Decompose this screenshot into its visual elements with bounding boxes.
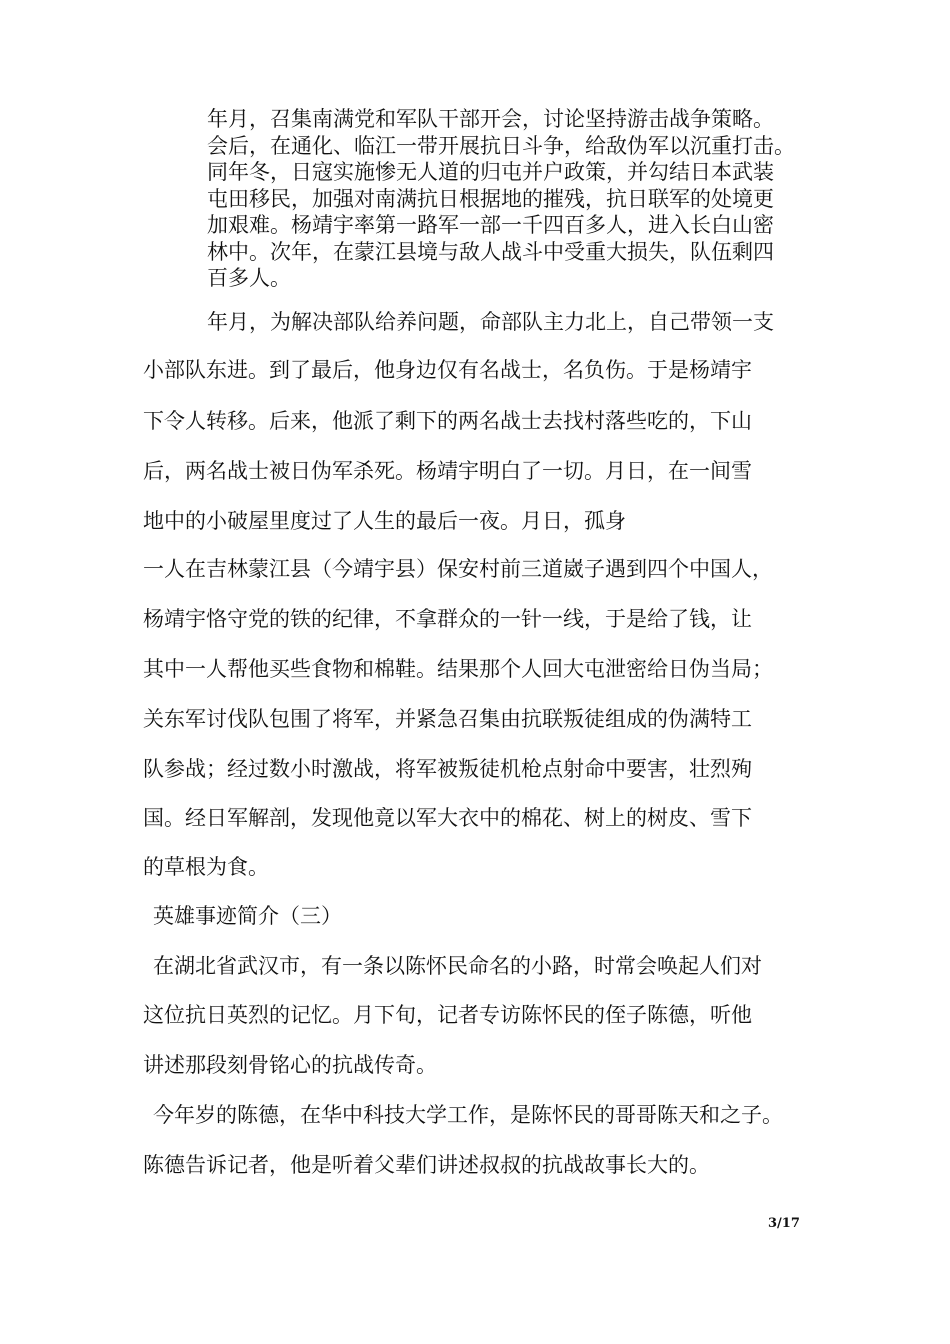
paragraph-line: 小部队东进。到了最后，他身边仅有名战士，名负伤。于是杨靖宇 xyxy=(143,358,752,382)
paragraph-line: 下令人转移。后来，他派了剩下的两名战士去找村落些吃的，下山 xyxy=(143,409,752,433)
paragraph-line: 加艰难。杨靖宇率第一路军一部一千四百多人，进入长白山密 xyxy=(207,213,774,237)
paragraph-line: 陈德告诉记者，他是听着父辈们讲述叔叔的抗战故事长大的。 xyxy=(143,1153,710,1177)
paragraph-line: 国。经日军解剖，发现他竟以军大衣中的棉花、树上的树皮、雪下 xyxy=(143,806,752,830)
paragraph-line: 地中的小破屋里度过了人生的最后一夜。月日，孤身 xyxy=(143,509,626,533)
paragraph-line: 百多人。 xyxy=(207,266,291,290)
section-heading: 英雄事迹简介（三） xyxy=(153,904,342,928)
paragraph-line: 林中。次年，在蒙江县境与敌人战斗中受重大损失，队伍剩四 xyxy=(207,239,774,264)
paragraph-line: 会后，在通化、临江一带开展抗日斗争，给敌伪军以沉重打击。 xyxy=(207,133,795,158)
page-number: 3/17 xyxy=(768,1216,800,1231)
paragraph-line: 年月，召集南满党和军队干部开会，讨论坚持游击战争策略。 xyxy=(207,107,774,131)
paragraph-line: 同年冬，日寇实施惨无人道的归屯并户政策，并勾结日本武装 xyxy=(207,160,774,184)
paragraph-line: 讲述那段刻骨铭心的抗战传奇。 xyxy=(143,1053,437,1077)
paragraph-line: 一人在吉林蒙江县（今靖宇县）保安村前三道崴子遇到四个中国人， xyxy=(143,557,773,581)
paragraph-line: 杨靖宇恪守党的铁的纪律，不拿群众的一针一线，于是给了钱，让 xyxy=(143,607,752,631)
paragraph-line: 年月，为解决部队给养问题，命部队主力北上，自己带领一支 xyxy=(207,310,774,334)
paragraph-line: 屯田移民，加强对南满抗日根据地的摧残，抗日联军的处境更 xyxy=(207,186,774,211)
paragraph-line: 其中一人帮他买些食物和棉鞋。结果那个人回大屯泄密给日伪当局； xyxy=(143,657,773,681)
paragraph-line: 在湖北省武汉市，有一条以陈怀民命名的小路，时常会唤起人们对 xyxy=(153,954,762,978)
paragraph-line: 这位抗日英烈的记忆。月下旬，记者专访陈怀民的侄子陈德，听他 xyxy=(143,1003,752,1027)
dense-paragraph xyxy=(207,106,927,292)
paragraph-line: 今年岁的陈德，在华中科技大学工作，是陈怀民的哥哥陈天和之子。 xyxy=(153,1103,783,1127)
paragraph-line: 队参战；经过数小时激战，将军被叛徒机枪点射命中要害，壮烈殉 xyxy=(143,757,752,781)
paragraph-line: 后，两名战士被日伪军杀死。杨靖宇明白了一切。月日，在一间雪 xyxy=(143,459,752,483)
paragraph-line: 的草根为食。 xyxy=(143,855,269,879)
paragraph-line: 关东军讨伐队包围了将军，并紧急召集由抗联叛徒组成的伪满特工 xyxy=(143,707,752,731)
